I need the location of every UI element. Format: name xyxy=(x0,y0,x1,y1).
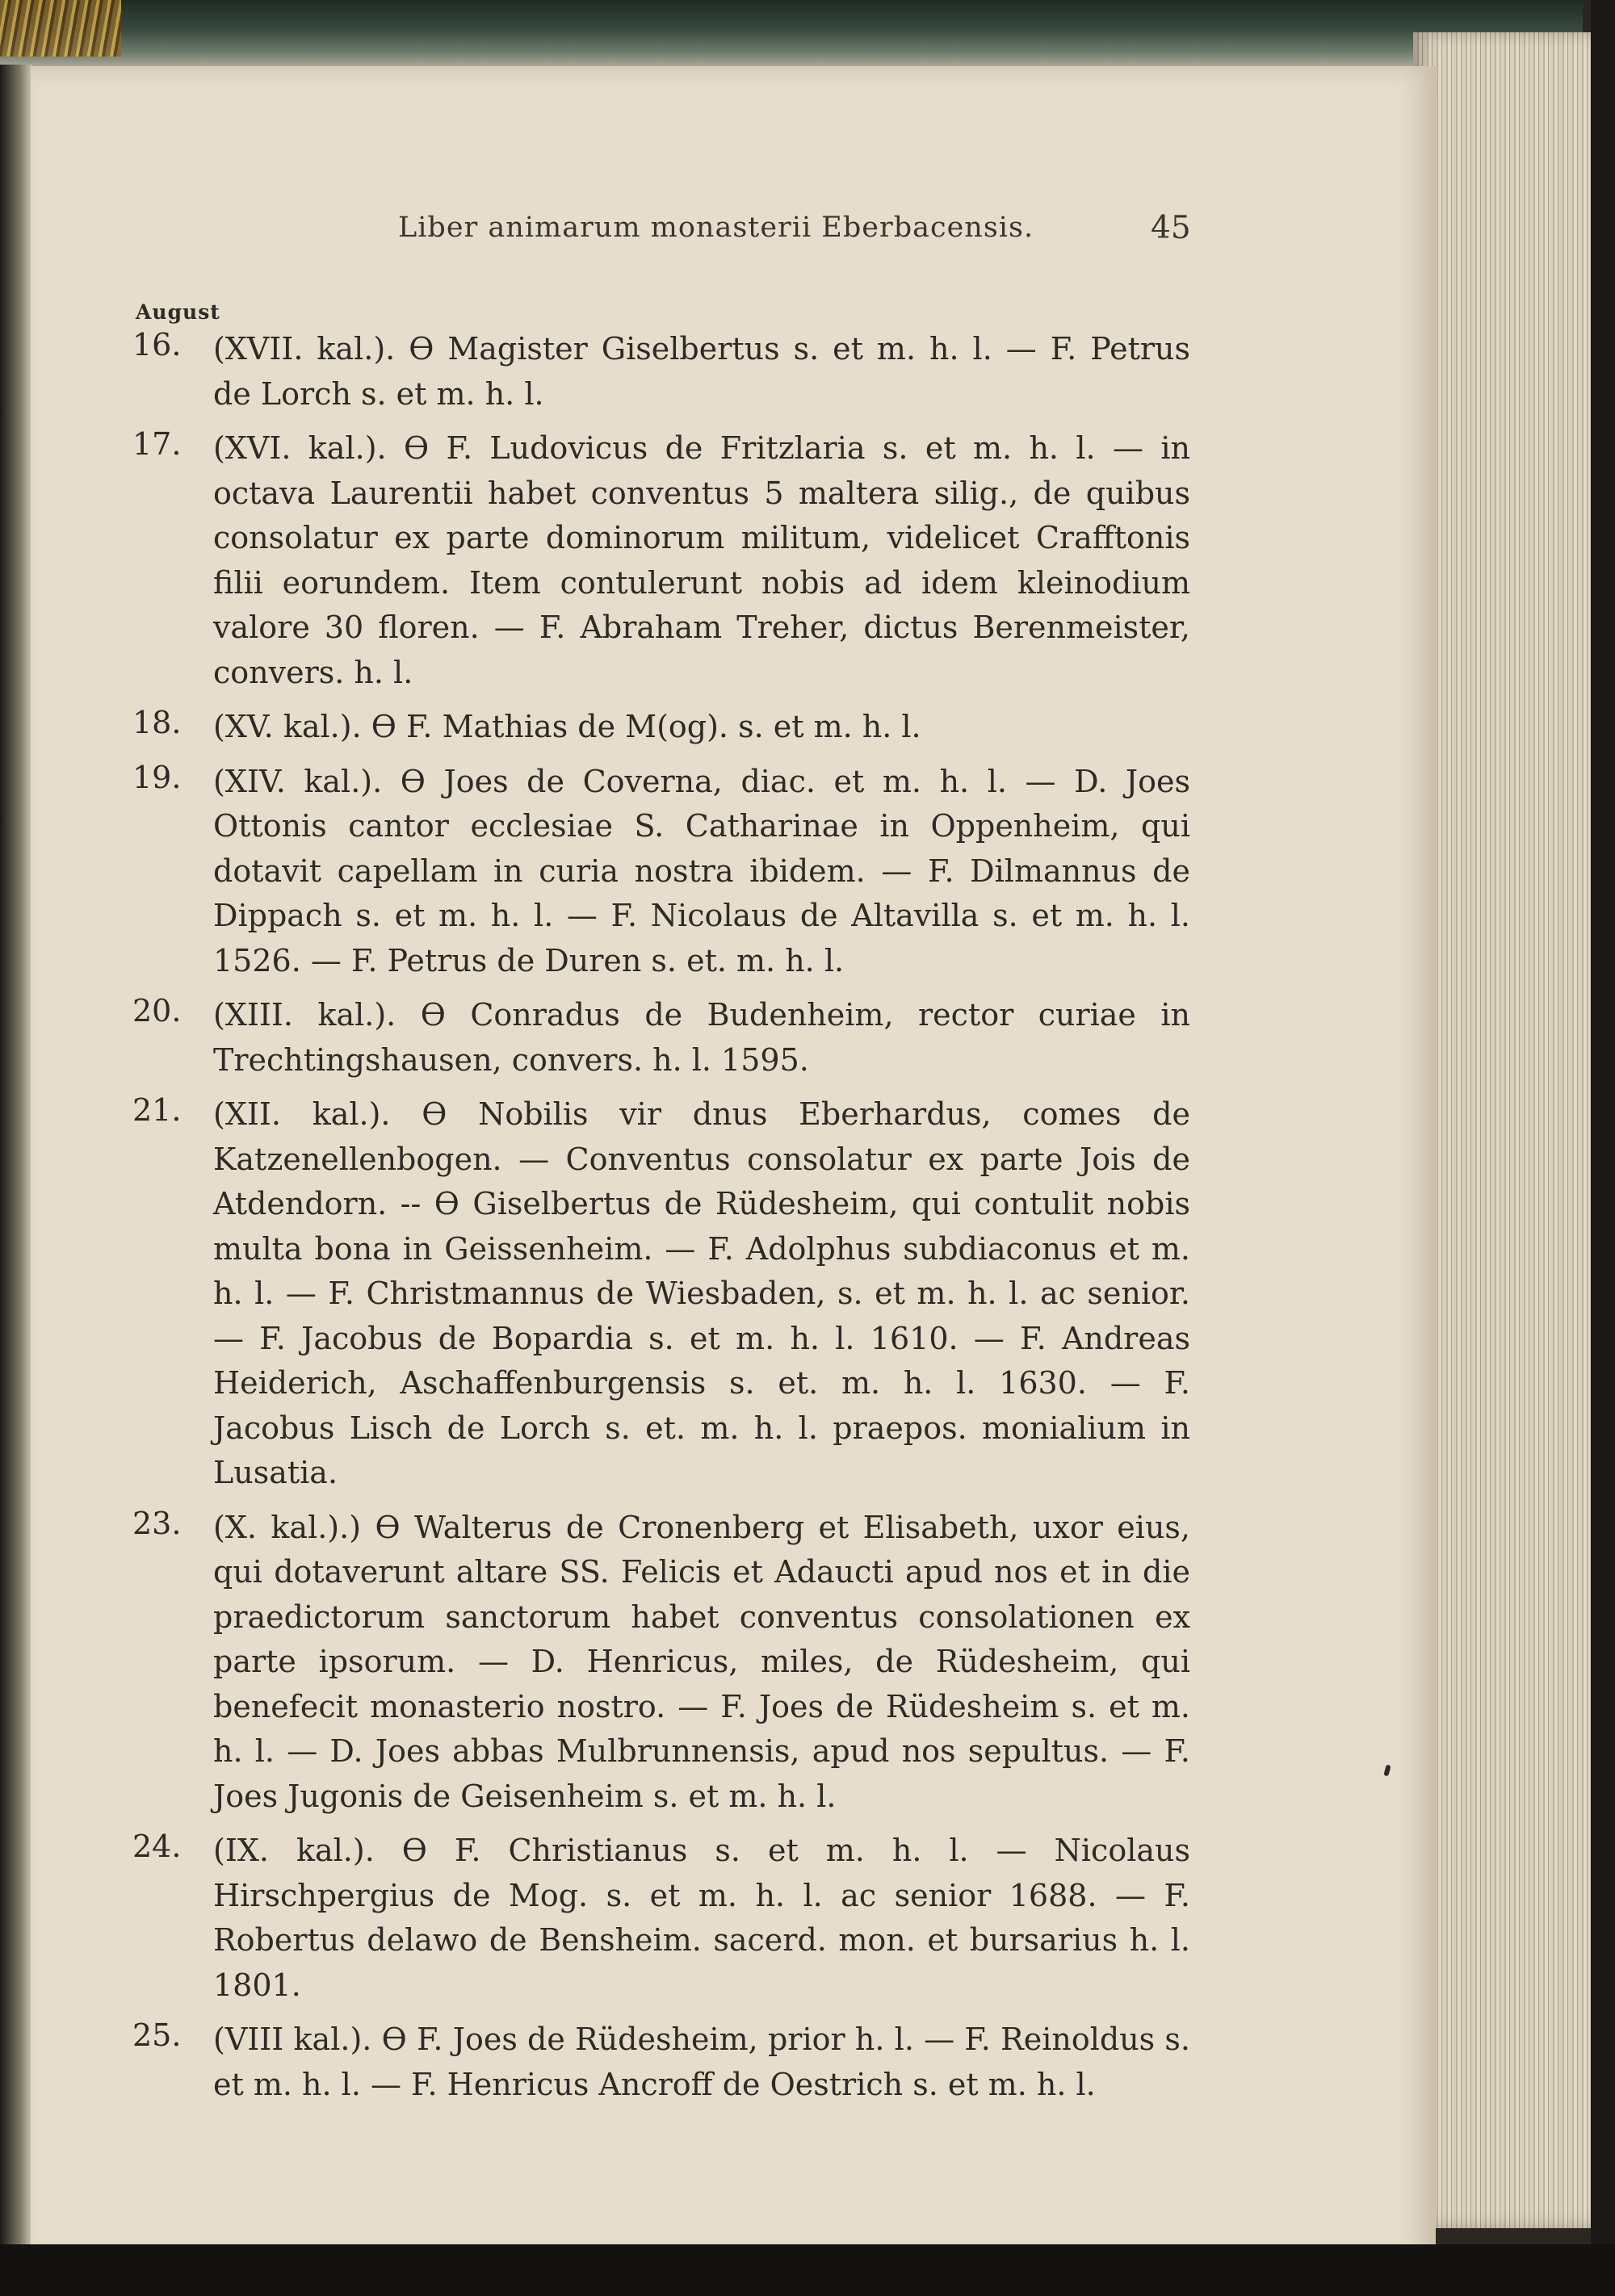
entry xyxy=(132,993,1190,1083)
entry-number: 20. xyxy=(132,993,182,1029)
entry xyxy=(132,1092,1190,1496)
month-label: August xyxy=(136,300,220,324)
entry-number: 19. xyxy=(132,759,182,795)
entry-number: 25. xyxy=(132,2017,182,2053)
entries-list xyxy=(132,327,1190,2107)
entry-number: 23. xyxy=(132,1505,182,1541)
bottom-shadow xyxy=(0,2244,1615,2296)
entry-text: (XII. kal.). ϴ Nobilis vir dnus Eberhardus, comes de Katzenellenbogen. — Conventus consolatur ex parte Jois de Atdendorn. -- ϴ Giselbertus de Rüdesheim, qui contulit nobis multa bona in Geissenheim. — F. Adolphus subdiaconus et m. h. l. — F. Christmannus de Wiesbaden, s. et m. h. l. ac senior. — F. Jacobus de Bopardia s. et m. h. l. 1610. — F. Andreas Heiderich, Aschaffenburgensis s. et. m. h. l. 1630. — F. Jacobus Lisch de Lorch s. et. m. h. l. praepos. monialium in Lusatia. xyxy=(213,1096,1190,1490)
entry-text: (XVII. kal.). ϴ Magister Giselbertus s. et m. h. l. — F. Petrus de Lorch s. et m. h. l. xyxy=(213,331,1190,412)
entry xyxy=(132,2017,1190,2107)
entry-text: (XVI. kal.). ϴ F. Ludovicus de Fritzlaria s. et m. h. l. — in octava Laurentii habet conventus 5 maltera silig., de quibus consolatur ex parte dominorum militum, videlicet Crafftonis filii eorundem. Item contulerunt nobis ad idem kleinodium valore 30 floren. — F. Abraham Treher, dictus Berenmeister, convers. h. l. xyxy=(213,430,1190,690)
entry-text: (XIII. kal.). ϴ Conradus de Budenheim, rector curiae in Trechtingshausen, convers. h. l. 1595. xyxy=(213,997,1190,1078)
book-spine xyxy=(0,65,32,2260)
entry xyxy=(132,426,1190,695)
gilt-edge xyxy=(0,0,121,57)
entry-text: (XV. kal.). ϴ F. Mathias de M(og). s. et m. h. l. xyxy=(213,709,921,744)
entry-number: 24. xyxy=(132,1829,182,1864)
entry-text: (XIV. kal.). ϴ Joes de Coverna, diac. et m. h. l. — D. Joes Ottonis cantor ecclesiae S. Catharinae in Oppenheim, qui dotavit capellam in curia nostra ibidem. — F. Dilmannus de Dippach s. et m. h. l. — F. Nicolaus de Altavilla s. et m. h. l. 1526. — F. Petrus de Duren s. et. m. h. l. xyxy=(213,763,1190,978)
page-stack-edges xyxy=(1413,32,1599,2228)
running-head: Liber animarum monasterii Eberbacensis. xyxy=(398,212,1034,244)
entry xyxy=(132,1506,1190,1820)
entry-number: 18. xyxy=(132,705,182,740)
entry-number: 17. xyxy=(132,426,182,462)
entry xyxy=(132,327,1190,417)
entry-text: (VIII kal.). ϴ F. Joes de Rüdesheim, prior h. l. — F. Reinoldus s. et m. h. l. — F. Henricus Ancroff de Oestrich s. et m. h. l. xyxy=(213,2022,1190,2102)
entry-number: 21. xyxy=(132,1092,182,1128)
page-number: 45 xyxy=(1151,210,1191,246)
entry-text: (X. kal.).) ϴ Walterus de Cronenberg et Elisabeth, uxor eius, qui dotaverunt altare SS. Felicis et Adaucti apud nos et in die praedictorum sanctorum habet conventus consolationen ex parte ipsorum. — D. Henricus, miles, de Rüdesheim, qui benefecit monasterio nostro. — F. Joes de Rüdesheim s. et m. h. l. — D. Joes abbas Mulbrunnensis, apud nos sepultus. — F. Joes Jugonis de Geisenheim s. et m. h. l. xyxy=(213,1509,1190,1814)
right-shadow xyxy=(1591,0,1615,2296)
entry-text: (IX. kal.). ϴ F. Christianus s. et m. h. l. — Nicolaus Hirschpergius de Mog. s. et m. h. l. ac senior 1688. — F. Robertus delawo de Bensheim. sacerd. mon. et bursarius h. l. 1801. xyxy=(213,1833,1190,2003)
entry xyxy=(132,1829,1190,2008)
entry xyxy=(132,705,1190,750)
book-top-edge xyxy=(0,0,1583,74)
entry xyxy=(132,760,1190,984)
entry-number: 16. xyxy=(132,327,182,362)
